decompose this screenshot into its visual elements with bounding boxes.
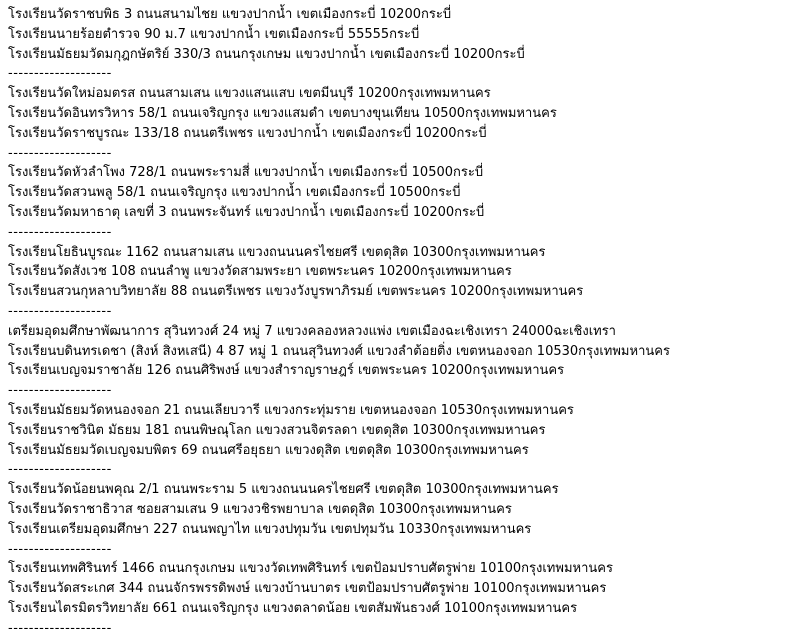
separator-line: --------------------	[8, 303, 112, 319]
school-address-line: โรงเรียนวัดสวนพลู 58/1 ถนนเจริญกรุง แขวงปากน้ำ เขตเมืองกระบี่ 10500กระบี่	[8, 185, 461, 201]
school-address-line: โรงเรียนวัดน้อยนพคุณ 2/1 ถนนพระราม 5 แขวงถนนนครไชยศรี เขตดุสิต 10300กรุงเทพมหานคร	[8, 482, 559, 498]
separator-line: --------------------	[8, 462, 112, 478]
school-address-line: โรงเรียนวัดสังเวช 108 ถนนลำพู แขวงวัดสามพระยา เขตพระนคร 10200กรุงเทพมหานคร	[8, 264, 512, 280]
school-address-line: เตรียมอุดมศึกษาพัฒนาการ สุวินทวงศ์ 24 หมู่ 7 แขวงคลองหลวงแพ่ง เขตเมืองฉะเชิงเทรา 24000ฉะเชิงเทรา	[8, 323, 616, 339]
school-address-line: โรงเรียนวัดราชบูรณะ 133/18 ถนนตรีเพชร แขวงปากน้ำ เขตเมืองกระบี่ 10200กระบี่	[8, 125, 487, 141]
school-group	[8, 322, 788, 401]
school-address-list	[8, 5, 788, 639]
school-address-line: โรงเรียนเบญจมราชาลัย 126 ถนนศิริพงษ์ แขวงสำราญราษฎร์ เขตพระนคร 10200กรุงเทพมหานคร	[8, 363, 565, 379]
school-address-line: โรงเรียนมัธยมวัดมกุฎกษัตริย์ 330/3 ถนนกรุงเกษม แขวงปากน้ำ เขตเมืองกระบี่ 10200กระบี่	[8, 46, 525, 62]
school-address-line: โรงเรียนมัธยมวัดเบญจมบพิตร 69 ถนนศรีอยุธยา แขวงดุสิต เขตดุสิต 10300กรุงเทพมหานคร	[8, 442, 529, 458]
separator-line: --------------------	[8, 620, 112, 636]
school-address-line: โรงเรียนวัดหัวลำโพง 728/1 ถนนพระรามสี่ แขวงปากน้ำ เขตเมืองกระบี่ 10500กระบี่	[8, 165, 484, 181]
school-address-line: โรงเรียนนายร้อยตำรวจ 90 ม.7 แขวงปากน้ำ เขตเมืองกระบี่ 55555กระบี่	[8, 26, 420, 42]
school-group	[8, 243, 788, 322]
school-address-line: โรงเรียนวัดราชบพิธ 3 ถนนสนามไชย แขวงปากน้ำ เขตเมืองกระบี่ 10200กระบี่	[8, 7, 452, 22]
school-address-line: โรงเรียนวัดใหม่อมตรส ถนนสามเสน แขวงแสนแสบ เขตมีนบุรี 10200กรุงเทพมหานคร	[8, 86, 491, 102]
school-address-line: โรงเรียนเตรียมอุดมศึกษา 227 ถนนพญาไท แขวงปทุมวัน เขตปทุมวัน 10330กรุงเทพมหานคร	[8, 521, 532, 537]
separator-line: --------------------	[8, 145, 112, 161]
school-address-line: โรงเรียนบดินทรเดชา (สิงห์ สิงหเสนี) 4 87 หมู่ 1 ถนนสุวินทวงศ์ แขวงลำต้อยติ่ง เขตหนองจอก 10530กรุงเทพมหานคร	[8, 343, 670, 359]
school-group	[8, 401, 788, 480]
school-group	[8, 163, 788, 242]
school-address-line: โรงเรียนโยธินบูรณะ 1162 ถนนสามเสน แขวงถนนนครไชยศรี เขตดุสิต 10300กรุงเทพมหานคร	[8, 244, 546, 260]
school-address-line: โรงเรียนวัดราชาธิวาส ซอยสามเสน 9 แขวงวชิรพยาบาล เขตดุสิต 10300กรุงเทพมหานคร	[8, 501, 512, 517]
separator-line: --------------------	[8, 224, 112, 240]
school-address-line: โรงเรียนเทพศิรินทร์ 1466 ถนนกรุงเกษม แขวงวัดเทพศิรินทร์ เขตป้อมปราบศัตรูพ่าย 10100กรุงเทพมหานคร	[8, 561, 613, 577]
school-group	[8, 559, 788, 638]
school-address-line: โรงเรียนวัดมหาธาตุ เลขที่ 3 ถนนพระจันทร์ แขวงปากน้ำ เขตเมืองกระบี่ 10200กระบี่	[8, 204, 485, 220]
school-group	[8, 5, 788, 84]
school-group	[8, 480, 788, 559]
school-address-line: โรงเรียนไตรมิตรวิทยาลัย 661 ถนนเจริญกรุง แขวงตลาดน้อย เขตสัมพันธวงศ์ 10100กรุงเทพมหานคร	[8, 600, 578, 616]
separator-line: --------------------	[8, 383, 112, 399]
school-address-line: โรงเรียนสวนกุหลาบวิทยาลัย 88 ถนนตรีเพชร แขวงวังบูรพาภิรมย์ เขตพระนคร 10200กรุงเทพมหานคร	[8, 284, 584, 300]
school-address-line: โรงเรียนราชวินิต มัธยม 181 ถนนพิษณุโลก แขวงสวนจิตรลดา เขตดุสิต 10300กรุงเทพมหานคร	[8, 422, 546, 438]
school-group	[8, 84, 788, 163]
school-address-line: โรงเรียนมัธยมวัดหนองจอก 21 ถนนเลียบวารี แขวงกระทุ่มราย เขตหนองจอก 10530กรุงเทพมหานคร	[8, 402, 574, 418]
separator-line: --------------------	[8, 66, 112, 82]
separator-line: --------------------	[8, 541, 112, 557]
school-address-line: โรงเรียนวัดสระเกศ 344 ถนนจักรพรรดิพงษ์ แขวงบ้านบาตร เขตป้อมปราบศัตรูพ่าย 10100กรุงเทพมหานคร	[8, 581, 607, 597]
school-address-line: โรงเรียนวัดอินทรวิหาร 58/1 ถนนเจริญกรุง แขวงแสมดำ เขตบางขุนเทียน 10500กรุงเทพมหานคร	[8, 105, 557, 121]
